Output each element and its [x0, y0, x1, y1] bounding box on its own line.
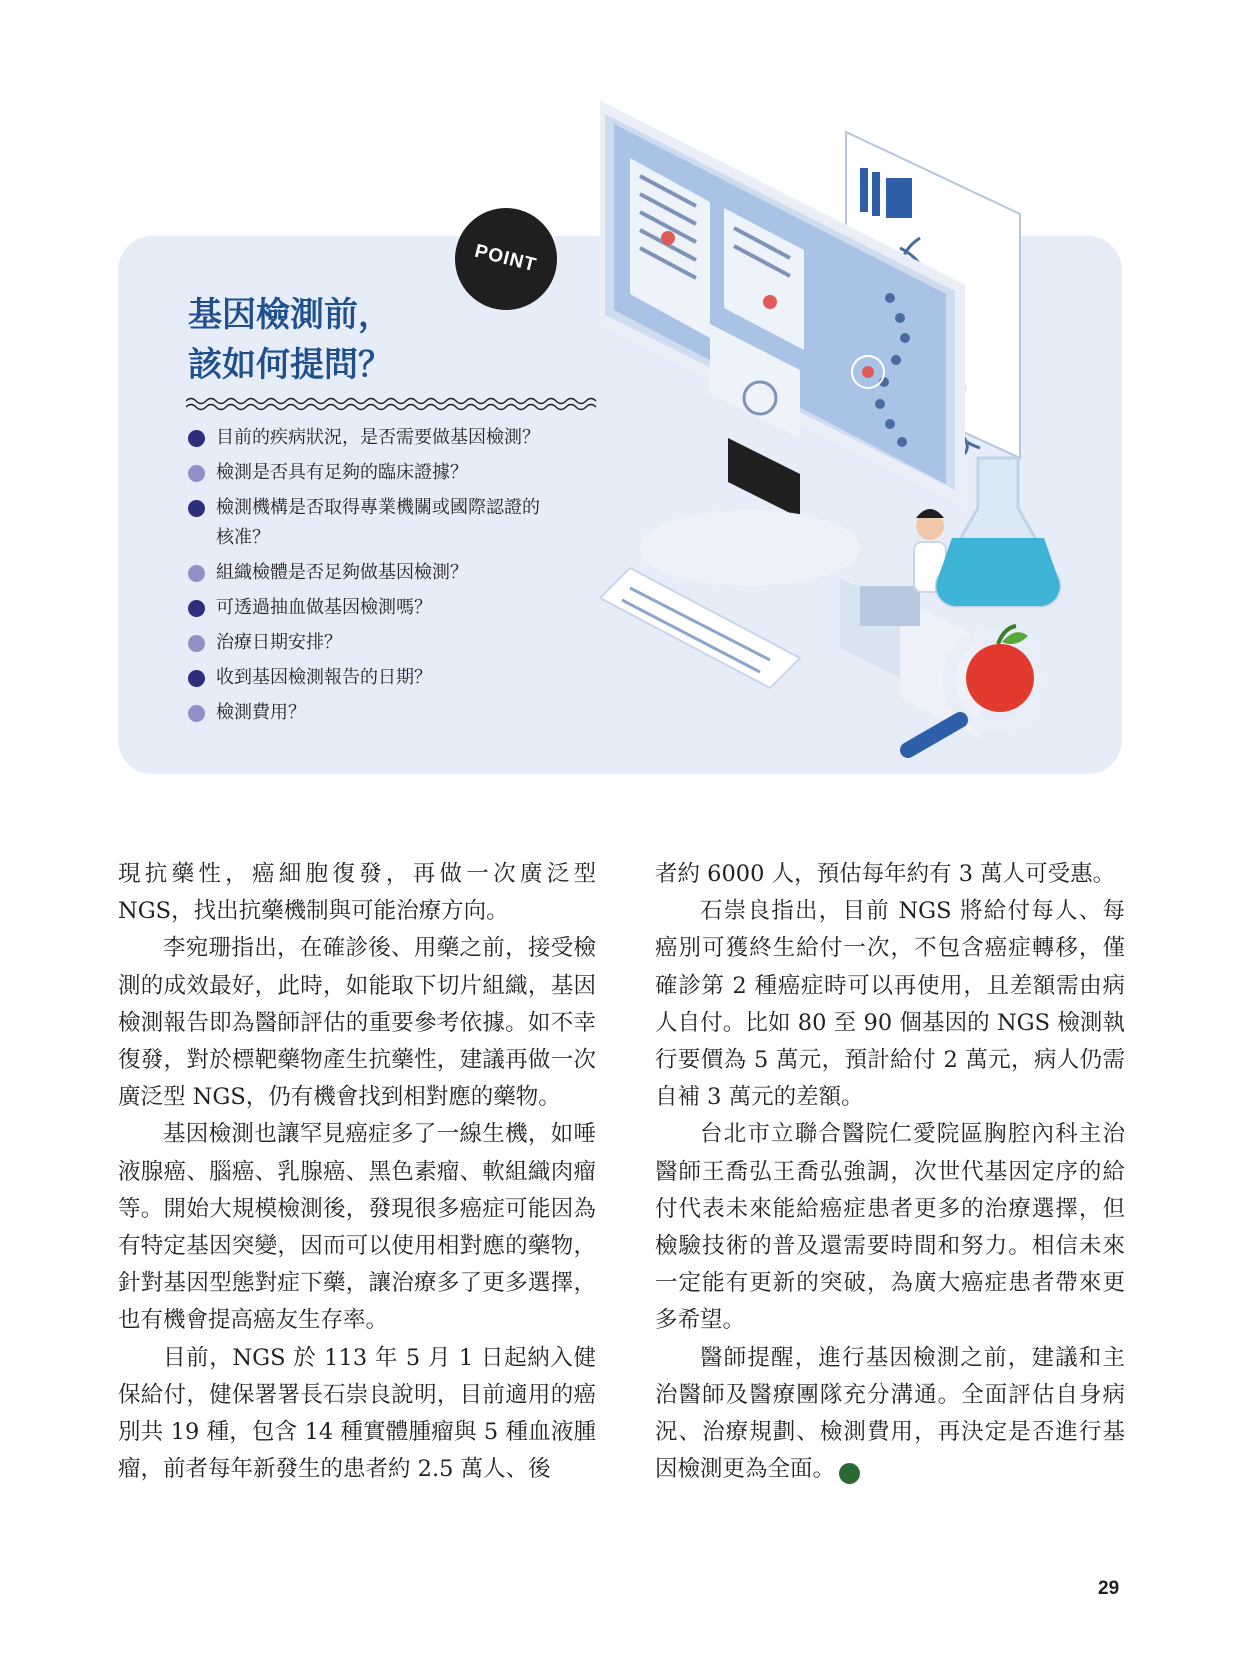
- question-list: [188, 423, 608, 733]
- question-text-continued: 核准？: [216, 527, 270, 548]
- question-text: 治療日期安排？: [216, 632, 342, 653]
- sidebar-title-line-2: 該如何提問？: [188, 345, 392, 385]
- paragraph: 台北市立聯合醫院仁愛院區胸腔內科主治醫師王喬弘王喬弘強調，次世代基因定序的給付代表未來能給癌症患者更多的治療選擇，但檢驗技術的普及還需要時間和努力。相信未來一定能有更新的突破，為廣大癌症患者帶來更多希望。: [655, 1121, 1125, 1334]
- page-number: 29: [1098, 1578, 1120, 1599]
- question-text: 檢測機構是否取得專業機關或國際認證的: [216, 497, 540, 518]
- wavy-divider: [186, 396, 600, 412]
- question-text: 檢測是否具有足夠的臨床證據？: [216, 462, 468, 483]
- question-text: 組織檢體是否足夠做基因檢測？: [216, 562, 468, 583]
- point-badge-label: POINT: [472, 240, 540, 277]
- list-item: [188, 698, 608, 728]
- sidebar-title: [188, 290, 588, 390]
- sidebar-title-line-1: 基因檢測前，: [188, 295, 392, 335]
- bullet-dot-icon: [188, 635, 205, 652]
- bullet-dot-icon: [188, 600, 205, 617]
- bullet-dot-icon: [188, 565, 205, 582]
- paragraph: [655, 1340, 1125, 1489]
- list-item: [188, 558, 608, 588]
- bullet-dot-icon: [188, 705, 205, 722]
- list-item: [188, 663, 608, 693]
- list-item: [188, 458, 608, 488]
- lab-monitor-illustration: [600, 98, 1140, 818]
- paragraph: 基因檢測也讓罕見癌症多了一線生機，如唾液腺癌、腦癌、乳腺癌、黑色素瘤、軟組織肉瘤等。開始大規模檢測後，發現很多癌症可能因為有特定基因突變，因而可以使用相對應的藥物，針對基因型態對症下藥，讓治療多了更多選擇，也有機會提高癌友生存率。: [118, 1121, 596, 1334]
- bullet-dot-icon: [188, 500, 205, 517]
- list-item: [188, 628, 608, 658]
- question-text: 收到基因檢測報告的日期？: [216, 667, 432, 688]
- article-column-left: [118, 856, 596, 1488]
- bullet-dot-icon: [188, 670, 205, 687]
- list-item: [188, 423, 608, 453]
- article-column-right: [655, 856, 1125, 1488]
- paragraph: 石崇良指出，目前 NGS 將給付每人、每癌別可獲終生給付一次，不包含癌症轉移，僅確診第 2 種癌症時可以再使用，且差額需由病人自付。比如 80 至 90 個基因的 NGS 檢測執行要價為 5 萬元，預計給付 2 萬元，病人仍需自補 3 萬元的差額。: [655, 898, 1125, 1111]
- paragraph: 者約 6000 人，預估每年約有 3 萬人可受惠。: [655, 861, 1116, 887]
- list-item: [188, 493, 608, 553]
- question-text: 目前的疾病狀況，是否需要做基因檢測？: [216, 427, 540, 448]
- paragraph-text: 醫師提醒，進行基因檢測之前，建議和主治醫師及醫療團隊充分溝通。全面評估自身病況、治療規劃、檢測費用，再決定是否進行基因檢測更為全面。: [655, 1344, 1125, 1483]
- paragraph: 現抗藥性，癌細胞復發，再做一次廣泛型NGS，找出抗藥機制與可能治療方向。: [118, 861, 596, 925]
- question-text: 檢測費用？: [216, 702, 306, 723]
- bullet-dot-icon: [188, 465, 205, 482]
- paragraph: 李宛珊指出，在確診後、用藥之前，接受檢測的成效最好，此時，如能取下切片組織，基因檢測報告即為醫師評估的重要參考依據。如不幸復發，對於標靶藥物產生抗藥性，建議再做一次廣泛型 NGS，仍有機會找到相對應的藥物。: [118, 935, 596, 1111]
- paragraph: 目前，NGS 於 113 年 5 月 1 日起納入健保給付，健保署署長石崇良說明，目前適用的癌別共 19 種，包含 14 種實體腫瘤與 5 種血液腫瘤，前者每年新發生的患者約 2.5 萬人、後: [118, 1344, 596, 1483]
- list-item: [188, 593, 608, 623]
- question-text: 可透過抽血做基因檢測嗎？: [216, 597, 432, 618]
- end-mark-icon: H: [839, 1463, 860, 1484]
- bullet-dot-icon: [188, 430, 205, 447]
